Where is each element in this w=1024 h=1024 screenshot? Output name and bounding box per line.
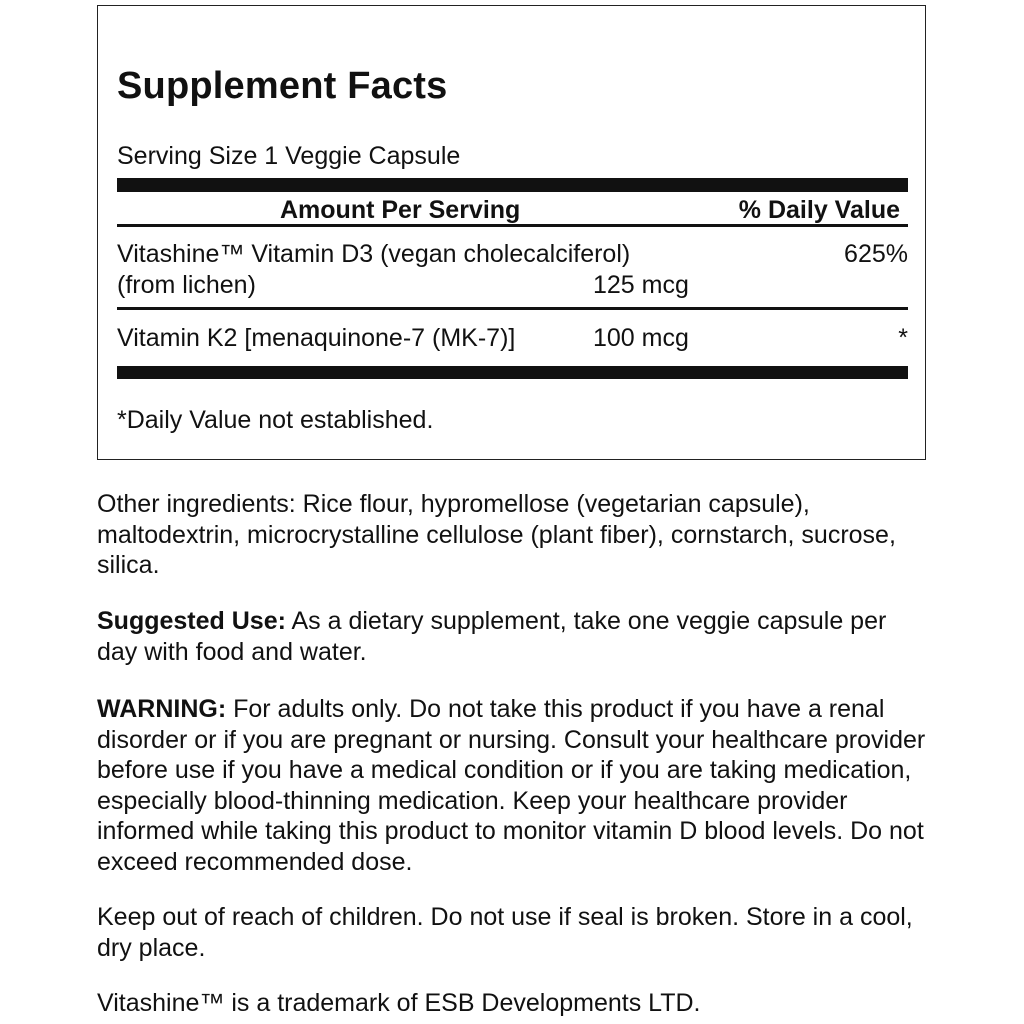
other-ingredients: Other ingredients: Rice flour, hypromellose (vegetarian capsule), maltodextrin, microcrystalline cellulose (plant fiber), cornstarch, sucrose, silica. (97, 490, 896, 579)
suggested-use (97, 606, 927, 667)
nutrient-amount: 100 mcg (593, 324, 689, 352)
nutrient-source: (from lichen) (117, 271, 256, 299)
thin-divider (117, 224, 908, 227)
warning-label: WARNING: (97, 695, 227, 723)
nutrient-name: Vitashine™ Vitamin D3 (vegan cholecalciferol) (117, 240, 631, 268)
nutrient-daily-value: 625% (844, 240, 908, 268)
thin-divider (117, 307, 908, 310)
nutrient-daily-value: * (898, 324, 908, 352)
suggested-use-label: Suggested Use: (97, 607, 286, 635)
facts-title: Supplement Facts (117, 65, 448, 107)
header-amount-per-serving: Amount Per Serving (280, 196, 521, 224)
thick-divider-top (117, 178, 908, 192)
header-daily-value: % Daily Value (738, 196, 900, 224)
serving-size: Serving Size 1 Veggie Capsule (117, 142, 461, 170)
supplement-facts-panel (97, 5, 926, 460)
warning-text: For adults only. Do not take this product if you have a renal disorder or if you are pregnant or nursing. Consult your healthcare provider before use if you have a medical condition or if you are taking medication, especially blood-thinning medication. Keep your healthcare provider informed while taking this product to monitor vitamin D blood levels. Do not exceed recommended dose. (97, 695, 926, 876)
nutrient-name: Vitamin K2 [menaquinone-7 (MK-7)] (117, 324, 516, 352)
warning (97, 694, 927, 877)
storage-instructions: Keep out of reach of children. Do not use if seal is broken. Store in a cool, dry place. (97, 903, 913, 962)
trademark-notice: Vitashine™ is a trademark of ESB Developments LTD. (97, 989, 701, 1017)
suggested-use-text: As a dietary supplement, take one veggie capsule per day with food and water. (97, 607, 887, 666)
thick-divider-bottom (117, 366, 908, 379)
daily-value-footnote: *Daily Value not established. (117, 406, 434, 434)
nutrient-amount: 125 mcg (593, 271, 689, 299)
